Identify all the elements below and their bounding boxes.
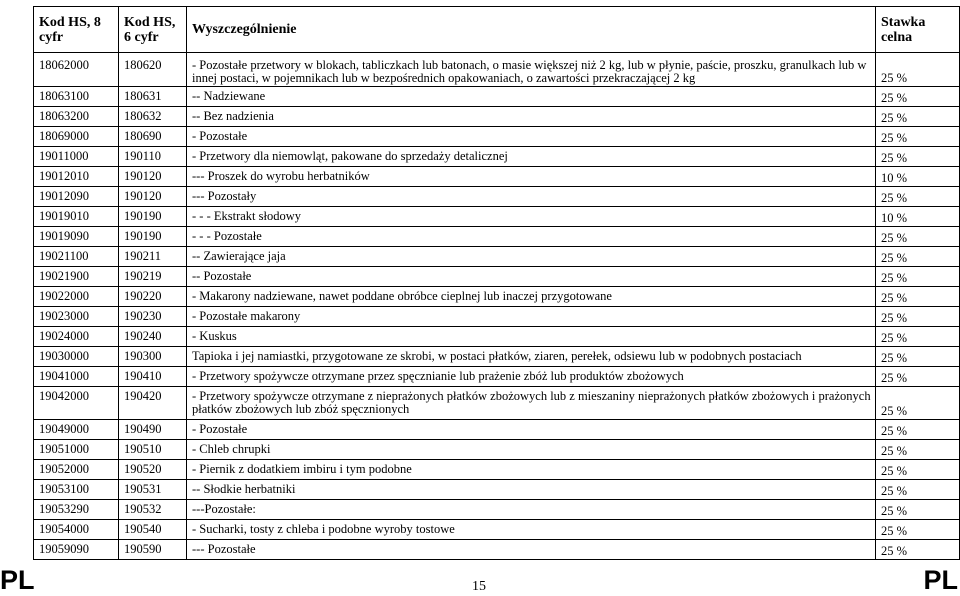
cell-hs8: 18062000 [34, 53, 119, 87]
table-row [34, 53, 960, 87]
cell-hs8: 18063100 [34, 87, 119, 107]
table-header-row [34, 7, 960, 53]
cell-duty-rate: 25 % [876, 460, 960, 480]
cell-duty-rate: 25 % [876, 367, 960, 387]
cell-hs8: 19021900 [34, 267, 119, 287]
cell-duty-rate: 25 % [876, 520, 960, 540]
table-body [34, 53, 960, 560]
header-hs6: Kod HS, 6 cyfr [119, 7, 187, 53]
cell-description: - Pozostałe makarony [187, 307, 876, 327]
footer-country-mark-right: PL [923, 565, 958, 595]
cell-duty-rate: 25 % [876, 307, 960, 327]
page-number: 15 [472, 579, 486, 594]
cell-hs6: 190240 [119, 327, 187, 347]
cell-duty-rate: 25 % [876, 347, 960, 367]
cell-hs8: 19053100 [34, 480, 119, 500]
cell-hs6: 190520 [119, 460, 187, 480]
cell-description: -- Nadziewane [187, 87, 876, 107]
cell-hs8: 19011000 [34, 147, 119, 167]
table-row [34, 187, 960, 207]
cell-hs6: 190219 [119, 267, 187, 287]
cell-hs8: 19024000 [34, 327, 119, 347]
cell-hs8: 19052000 [34, 460, 119, 480]
cell-hs8: 19012090 [34, 187, 119, 207]
header-hs8: Kod HS, 8 cyfr [34, 7, 119, 53]
footer-country-mark-left: PL [0, 565, 35, 595]
table-row [34, 347, 960, 367]
cell-description: Tapioka i jej namiastki, przygotowane ze skrobi, w postaci płatków, ziaren, perełek, odsiewu lub w podobnych postaciach [187, 347, 876, 367]
cell-hs8: 19012010 [34, 167, 119, 187]
cell-hs6: 190420 [119, 387, 187, 420]
table-row [34, 520, 960, 540]
cell-hs8: 19030000 [34, 347, 119, 367]
cell-description: - Piernik z dodatkiem imbiru i tym podobne [187, 460, 876, 480]
cell-duty-rate: 10 % [876, 167, 960, 187]
cell-duty-rate: 25 % [876, 227, 960, 247]
cell-hs6: 190220 [119, 287, 187, 307]
cell-duty-rate: 25 % [876, 87, 960, 107]
table-row [34, 540, 960, 560]
cell-duty-rate: 25 % [876, 287, 960, 307]
cell-hs6: 180631 [119, 87, 187, 107]
cell-hs6: 190590 [119, 540, 187, 560]
cell-hs6: 190110 [119, 147, 187, 167]
cell-hs6: 180620 [119, 53, 187, 87]
table-row [34, 367, 960, 387]
cell-description: - - - Pozostałe [187, 227, 876, 247]
cell-hs8: 19049000 [34, 420, 119, 440]
cell-hs6: 190120 [119, 167, 187, 187]
cell-hs6: 190510 [119, 440, 187, 460]
table-row [34, 327, 960, 347]
cell-description: -- Pozostałe [187, 267, 876, 287]
cell-hs8: 19022000 [34, 287, 119, 307]
cell-hs8: 19042000 [34, 387, 119, 420]
cell-hs8: 18069000 [34, 127, 119, 147]
cell-duty-rate: 25 % [876, 107, 960, 127]
table-row [34, 247, 960, 267]
table-row [34, 420, 960, 440]
cell-hs6: 190190 [119, 207, 187, 227]
table-row [34, 460, 960, 480]
table-row [34, 167, 960, 187]
cell-description: - Chleb chrupki [187, 440, 876, 460]
table-row [34, 207, 960, 227]
cell-hs6: 190120 [119, 187, 187, 207]
cell-description: -- Zawierające jaja [187, 247, 876, 267]
cell-description: - Kuskus [187, 327, 876, 347]
cell-hs6: 190211 [119, 247, 187, 267]
cell-description: --- Proszek do wyrobu herbatników [187, 167, 876, 187]
table-row [34, 127, 960, 147]
cell-description: -- Słodkie herbatniki [187, 480, 876, 500]
cell-duty-rate: 10 % [876, 207, 960, 227]
cell-description: - Przetwory spożywcze otrzymane z nieprażonych płatków zbożowych lub z mieszaniny nieprażonych płatków zbożowych i prażonych płatków zbożowych lub zbóż spęcznionych [187, 387, 876, 420]
cell-hs8: 19019010 [34, 207, 119, 227]
cell-hs8: 19019090 [34, 227, 119, 247]
cell-duty-rate: 25 % [876, 267, 960, 287]
cell-duty-rate: 25 % [876, 327, 960, 347]
cell-duty-rate: 25 % [876, 540, 960, 560]
cell-duty-rate: 25 % [876, 500, 960, 520]
table-row [34, 287, 960, 307]
cell-duty-rate: 25 % [876, 187, 960, 207]
cell-description: - Przetwory dla niemowląt, pakowane do sprzedaży detalicznej [187, 147, 876, 167]
cell-description: -- Bez nadzienia [187, 107, 876, 127]
cell-hs6: 190532 [119, 500, 187, 520]
cell-duty-rate: 25 % [876, 127, 960, 147]
table-row [34, 227, 960, 247]
cell-hs6: 190531 [119, 480, 187, 500]
cell-hs8: 19059090 [34, 540, 119, 560]
cell-description: - Makarony nadziewane, nawet poddane obróbce cieplnej lub inaczej przygotowane [187, 287, 876, 307]
cell-hs8: 19051000 [34, 440, 119, 460]
cell-description: - Pozostałe przetwory w blokach, tabliczkach lub batonach, o masie większej niż 2 kg, lub w płynie, paście, proszku, granulkach lub w innej postaci, w pojemnikach lub w bezpośrednich opakowaniach, o zawartości przekraczającej 2 kg [187, 53, 876, 87]
cell-duty-rate: 25 % [876, 420, 960, 440]
cell-description: - - - Ekstrakt słodowy [187, 207, 876, 227]
table-row [34, 267, 960, 287]
cell-hs6: 190300 [119, 347, 187, 367]
cell-hs6: 180690 [119, 127, 187, 147]
table-row [34, 440, 960, 460]
cell-duty-rate: 25 % [876, 247, 960, 267]
cell-hs6: 190190 [119, 227, 187, 247]
cell-hs8: 18063200 [34, 107, 119, 127]
header-description: Wyszczególnienie [187, 7, 876, 53]
cell-duty-rate: 25 % [876, 387, 960, 420]
cell-description: - Sucharki, tosty z chleba i podobne wyroby tostowe [187, 520, 876, 540]
cell-hs6: 180632 [119, 107, 187, 127]
cell-hs8: 19023000 [34, 307, 119, 327]
cell-description: --- Pozostałe [187, 540, 876, 560]
table-row [34, 87, 960, 107]
table-row [34, 500, 960, 520]
table-row [34, 480, 960, 500]
table-row [34, 387, 960, 420]
cell-duty-rate: 25 % [876, 480, 960, 500]
cell-hs6: 190540 [119, 520, 187, 540]
cell-description: - Pozostałe [187, 420, 876, 440]
cell-hs8: 19021100 [34, 247, 119, 267]
cell-hs6: 190410 [119, 367, 187, 387]
cell-description: - Przetwory spożywcze otrzymane przez spęcznianie lub prażenie zbóż lub produktów zbożowych [187, 367, 876, 387]
cell-description: ---Pozostałe: [187, 500, 876, 520]
cell-duty-rate: 25 % [876, 53, 960, 87]
cell-hs6: 190230 [119, 307, 187, 327]
cell-hs8: 19041000 [34, 367, 119, 387]
table-row [34, 147, 960, 167]
cell-description: --- Pozostały [187, 187, 876, 207]
header-duty-rate: Stawka celna [876, 7, 960, 53]
table-row [34, 307, 960, 327]
table-row [34, 107, 960, 127]
cell-duty-rate: 25 % [876, 147, 960, 167]
tariff-table [33, 6, 960, 560]
cell-description: - Pozostałe [187, 127, 876, 147]
cell-hs8: 19053290 [34, 500, 119, 520]
cell-hs8: 19054000 [34, 520, 119, 540]
cell-hs6: 190490 [119, 420, 187, 440]
cell-duty-rate: 25 % [876, 440, 960, 460]
